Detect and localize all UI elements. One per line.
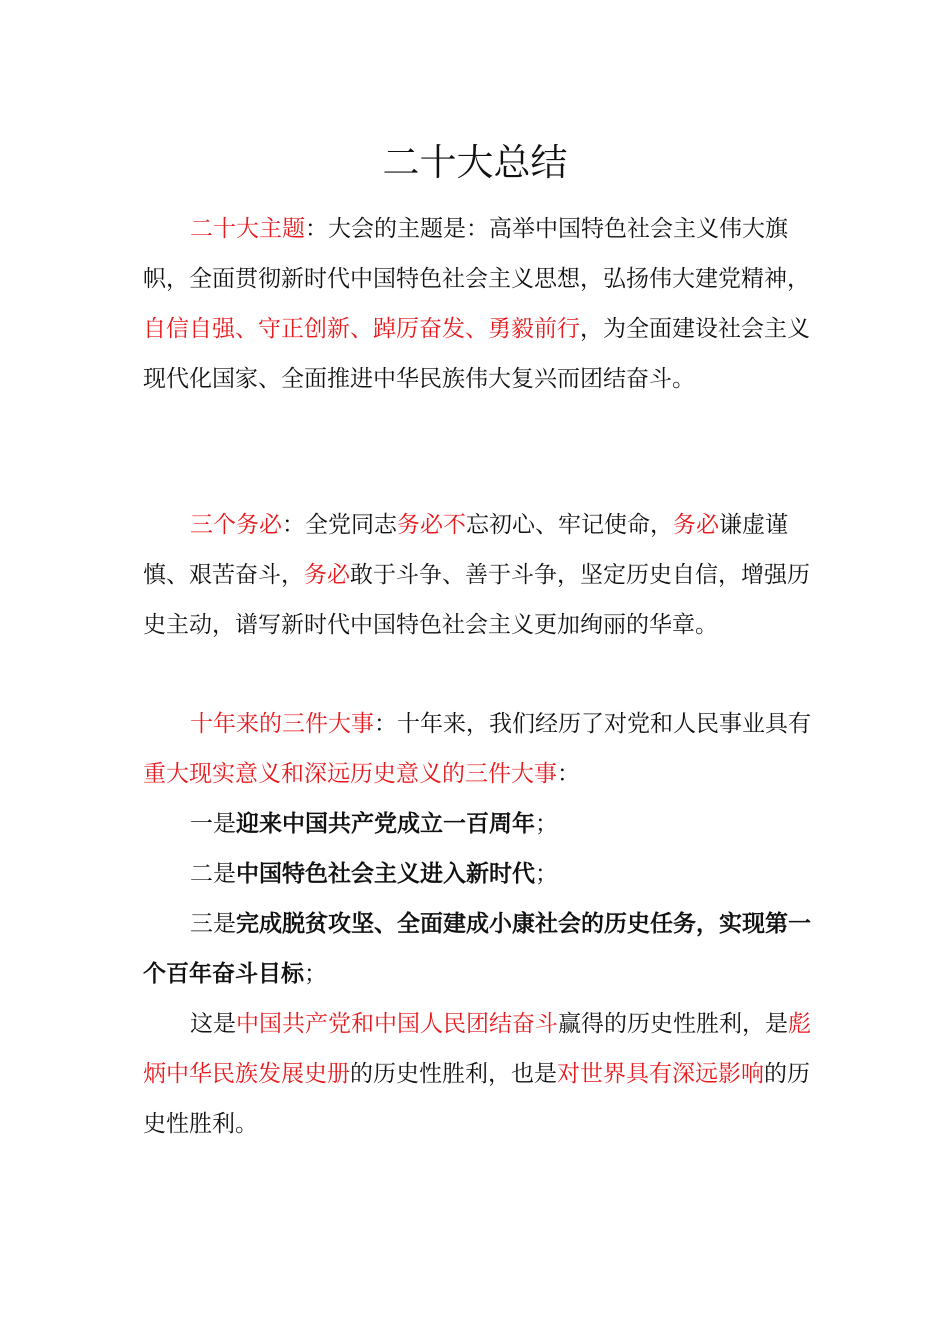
event-item-3-suffix: ； — [304, 961, 327, 987]
event-item-1 — [143, 799, 811, 849]
musts-text-2: 忘初心、牢记使命， — [466, 512, 673, 538]
musts-highlight-1: 务必不 — [397, 512, 466, 538]
musts-label: 三个务必 — [190, 512, 282, 538]
events-intro-paragraph — [143, 699, 811, 799]
musts-highlight-3: 务必 — [304, 562, 350, 588]
conclusion-highlight-3: 对世界具有深远影响 — [557, 1061, 764, 1087]
theme-highlight: 自信自强、守正创新、踔厉奋发、勇毅前行 — [143, 316, 580, 342]
theme-text-2: ，为全面建设社会主义现代化国家、全面推进中华民族伟大复兴而团结奋斗。 — [143, 316, 810, 392]
conclusion-text-3: 的历史性胜利，也是 — [350, 1061, 557, 1087]
musts-highlight-2: 务必 — [673, 512, 719, 538]
conclusion-highlight-2: 彪炳中华民族发展史册 — [143, 1011, 811, 1087]
event-item-2-suffix: ； — [535, 861, 558, 887]
events-label: 十年来的三件大事 — [190, 711, 374, 737]
conclusion-text-2: 赢得的历史性胜利，是 — [558, 1011, 788, 1037]
theme-label: 二十大主题 — [190, 216, 305, 242]
event-item-2-prefix: 二是 — [190, 861, 236, 887]
conclusion-text-4: 的历史性胜利。 — [143, 1061, 810, 1137]
theme-paragraph — [143, 204, 811, 404]
musts-text-4: 敢于斗争、善于斗争，坚定历史自信，增强历史主动，谱写新时代中国特色社会主义更加绚丽的华章。 — [143, 562, 810, 638]
document-title: 二十大总结 — [382, 141, 568, 184]
theme-text-1: ：大会的主题是：高举中国特色社会主义伟大旗帜，全面贯彻新时代中国特色社会主义思想，弘扬伟大建党精神， — [143, 216, 810, 292]
musts-text-1: ：全党同志 — [282, 512, 397, 538]
event-item-1-prefix: 一是 — [190, 811, 236, 837]
conclusion-text-1: 这是 — [190, 1011, 236, 1037]
event-item-1-text: 迎来中国共产党成立一百周年 — [236, 811, 535, 837]
events-highlight: 重大现实意义和深远历史意义的三件大事 — [143, 761, 557, 787]
events-text-2: ： — [557, 761, 580, 787]
event-item-2-text: 中国特色社会主义进入新时代 — [236, 861, 535, 887]
musts-paragraph — [143, 500, 811, 650]
event-item-1-suffix: ； — [535, 811, 558, 837]
event-item-3-prefix: 三是 — [190, 911, 236, 937]
events-text-1: ：十年来，我们经历了对党和人民事业具有 — [374, 711, 811, 737]
event-item-3-text: 完成脱贫攻坚、全面建成小康社会的历史任务，实现第一个百年奋斗目标 — [143, 911, 811, 987]
events-conclusion-paragraph — [143, 999, 811, 1149]
event-item-2 — [143, 849, 811, 899]
event-item-3 — [143, 899, 811, 999]
conclusion-highlight-1: 中国共产党和中国人民团结奋斗 — [236, 1011, 558, 1037]
musts-text-3: 谦虚谨慎、艰苦奋斗， — [143, 512, 788, 588]
